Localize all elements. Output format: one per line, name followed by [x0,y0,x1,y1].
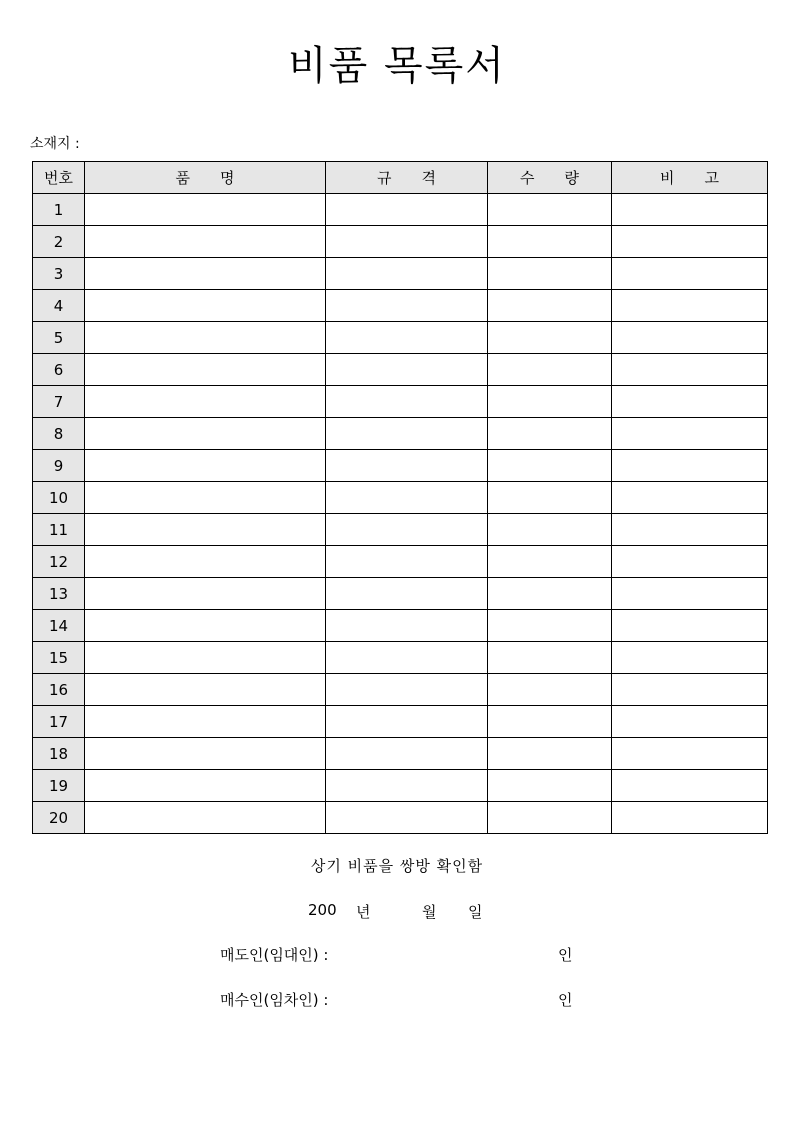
row-number: 12 [33,546,85,578]
remarks-cell[interactable] [612,770,768,802]
quantity-cell[interactable] [488,770,612,802]
item-name-cell[interactable] [85,386,326,418]
spec-cell[interactable] [326,770,488,802]
quantity-cell[interactable] [488,546,612,578]
item-name-cell[interactable] [85,738,326,770]
quantity-cell[interactable] [488,482,612,514]
spec-cell[interactable] [326,706,488,738]
buyer-signature-line [220,989,580,1009]
row-number: 1 [33,194,85,226]
header-spec: 규 격 [326,162,488,194]
row-number: 14 [33,610,85,642]
table-row [33,450,768,482]
spec-cell[interactable] [326,258,488,290]
quantity-cell[interactable] [488,674,612,706]
item-name-cell[interactable] [85,482,326,514]
confirmation-text: 상기 비품을 쌍방 확인함 [310,857,484,875]
spec-cell[interactable] [326,578,488,610]
item-name-cell[interactable] [85,226,326,258]
item-name-cell[interactable] [85,706,326,738]
remarks-cell[interactable] [612,450,768,482]
table-row [33,194,768,226]
spec-cell[interactable] [326,386,488,418]
quantity-cell[interactable] [488,322,612,354]
quantity-cell[interactable] [488,450,612,482]
quantity-cell[interactable] [488,738,612,770]
spec-cell[interactable] [326,546,488,578]
date-year-label: 년 [356,903,371,921]
item-name-cell[interactable] [85,322,326,354]
remarks-cell[interactable] [612,610,768,642]
item-name-cell[interactable] [85,514,326,546]
remarks-cell[interactable] [612,642,768,674]
row-number: 13 [33,578,85,610]
spec-cell[interactable] [326,450,488,482]
spec-cell[interactable] [326,738,488,770]
row-number: 11 [33,514,85,546]
item-name-cell[interactable] [85,802,326,834]
row-number: 10 [33,482,85,514]
row-number: 15 [33,642,85,674]
table-row [33,322,768,354]
row-number: 6 [33,354,85,386]
quantity-cell[interactable] [488,258,612,290]
date-month-label: 월 [422,903,437,921]
item-name-cell[interactable] [85,418,326,450]
table-row [33,514,768,546]
header-item-name: 품 명 [85,162,326,194]
quantity-cell[interactable] [488,610,612,642]
seller-label: 매도인(임대인) : [220,946,329,964]
row-number: 8 [33,418,85,450]
remarks-cell[interactable] [612,674,768,706]
spec-cell[interactable] [326,322,488,354]
date-year: 200 [308,901,337,919]
remarks-cell[interactable] [612,226,768,258]
buyer-seal-label: 인 [558,991,573,1009]
seller-signature-line [220,944,580,964]
quantity-cell[interactable] [488,418,612,450]
row-number: 2 [33,226,85,258]
item-name-cell[interactable] [85,642,326,674]
row-number: 4 [33,290,85,322]
quantity-cell[interactable] [488,706,612,738]
spec-cell[interactable] [326,514,488,546]
remarks-cell[interactable] [612,194,768,226]
seller-seal-label: 인 [558,946,573,964]
item-name-cell[interactable] [85,674,326,706]
row-number: 18 [33,738,85,770]
row-number: 3 [33,258,85,290]
table-row [33,546,768,578]
remarks-cell[interactable] [612,354,768,386]
table-row [33,386,768,418]
spec-cell[interactable] [326,226,488,258]
quantity-cell[interactable] [488,578,612,610]
quantity-cell[interactable] [488,514,612,546]
table-row [33,258,768,290]
location-label: 소재지 : [30,136,80,152]
remarks-cell[interactable] [612,546,768,578]
remarks-cell[interactable] [612,738,768,770]
spec-cell[interactable] [326,194,488,226]
items-table [32,161,768,834]
table-row [33,578,768,610]
table-row [33,290,768,322]
spec-cell[interactable] [326,290,488,322]
item-name-cell[interactable] [85,770,326,802]
row-number: 5 [33,322,85,354]
spec-cell[interactable] [326,482,488,514]
table-row [33,226,768,258]
date-day-label: 일 [468,903,483,921]
item-name-cell[interactable] [85,354,326,386]
table-row [33,418,768,450]
item-name-cell[interactable] [85,578,326,610]
spec-cell[interactable] [326,802,488,834]
row-number: 20 [33,802,85,834]
quantity-cell[interactable] [488,290,612,322]
table-row [33,674,768,706]
spec-cell[interactable] [326,642,488,674]
quantity-cell[interactable] [488,386,612,418]
header-remarks: 비 고 [612,162,768,194]
row-number: 16 [33,674,85,706]
header-number: 번호 [33,162,85,194]
header-quantity: 수 량 [488,162,612,194]
document-title: 비품 목록서 [288,43,506,89]
item-name-cell[interactable] [85,258,326,290]
table-row [33,642,768,674]
table-row [33,802,768,834]
table-row [33,482,768,514]
remarks-cell[interactable] [612,386,768,418]
item-name-cell[interactable] [85,610,326,642]
table-row [33,770,768,802]
row-number: 9 [33,450,85,482]
row-number: 19 [33,770,85,802]
remarks-cell[interactable] [612,482,768,514]
remarks-cell[interactable] [612,802,768,834]
table-row [33,610,768,642]
item-name-cell[interactable] [85,194,326,226]
spec-cell[interactable] [326,610,488,642]
quantity-cell[interactable] [488,354,612,386]
item-name-cell[interactable] [85,290,326,322]
spec-cell[interactable] [326,418,488,450]
row-number: 7 [33,386,85,418]
remarks-cell[interactable] [612,578,768,610]
table-row [33,354,768,386]
table-row [33,706,768,738]
remarks-cell[interactable] [612,290,768,322]
remarks-cell[interactable] [612,706,768,738]
remarks-cell[interactable] [612,514,768,546]
row-number: 17 [33,706,85,738]
spec-cell[interactable] [326,354,488,386]
quantity-cell[interactable] [488,642,612,674]
item-name-cell[interactable] [85,546,326,578]
quantity-cell[interactable] [488,802,612,834]
table-header-row [33,162,768,194]
item-name-cell[interactable] [85,450,326,482]
spec-cell[interactable] [326,674,488,706]
quantity-cell[interactable] [488,194,612,226]
quantity-cell[interactable] [488,226,612,258]
table-row [33,738,768,770]
remarks-cell[interactable] [612,258,768,290]
remarks-cell[interactable] [612,322,768,354]
remarks-cell[interactable] [612,418,768,450]
buyer-label: 매수인(임차인) : [220,991,329,1009]
